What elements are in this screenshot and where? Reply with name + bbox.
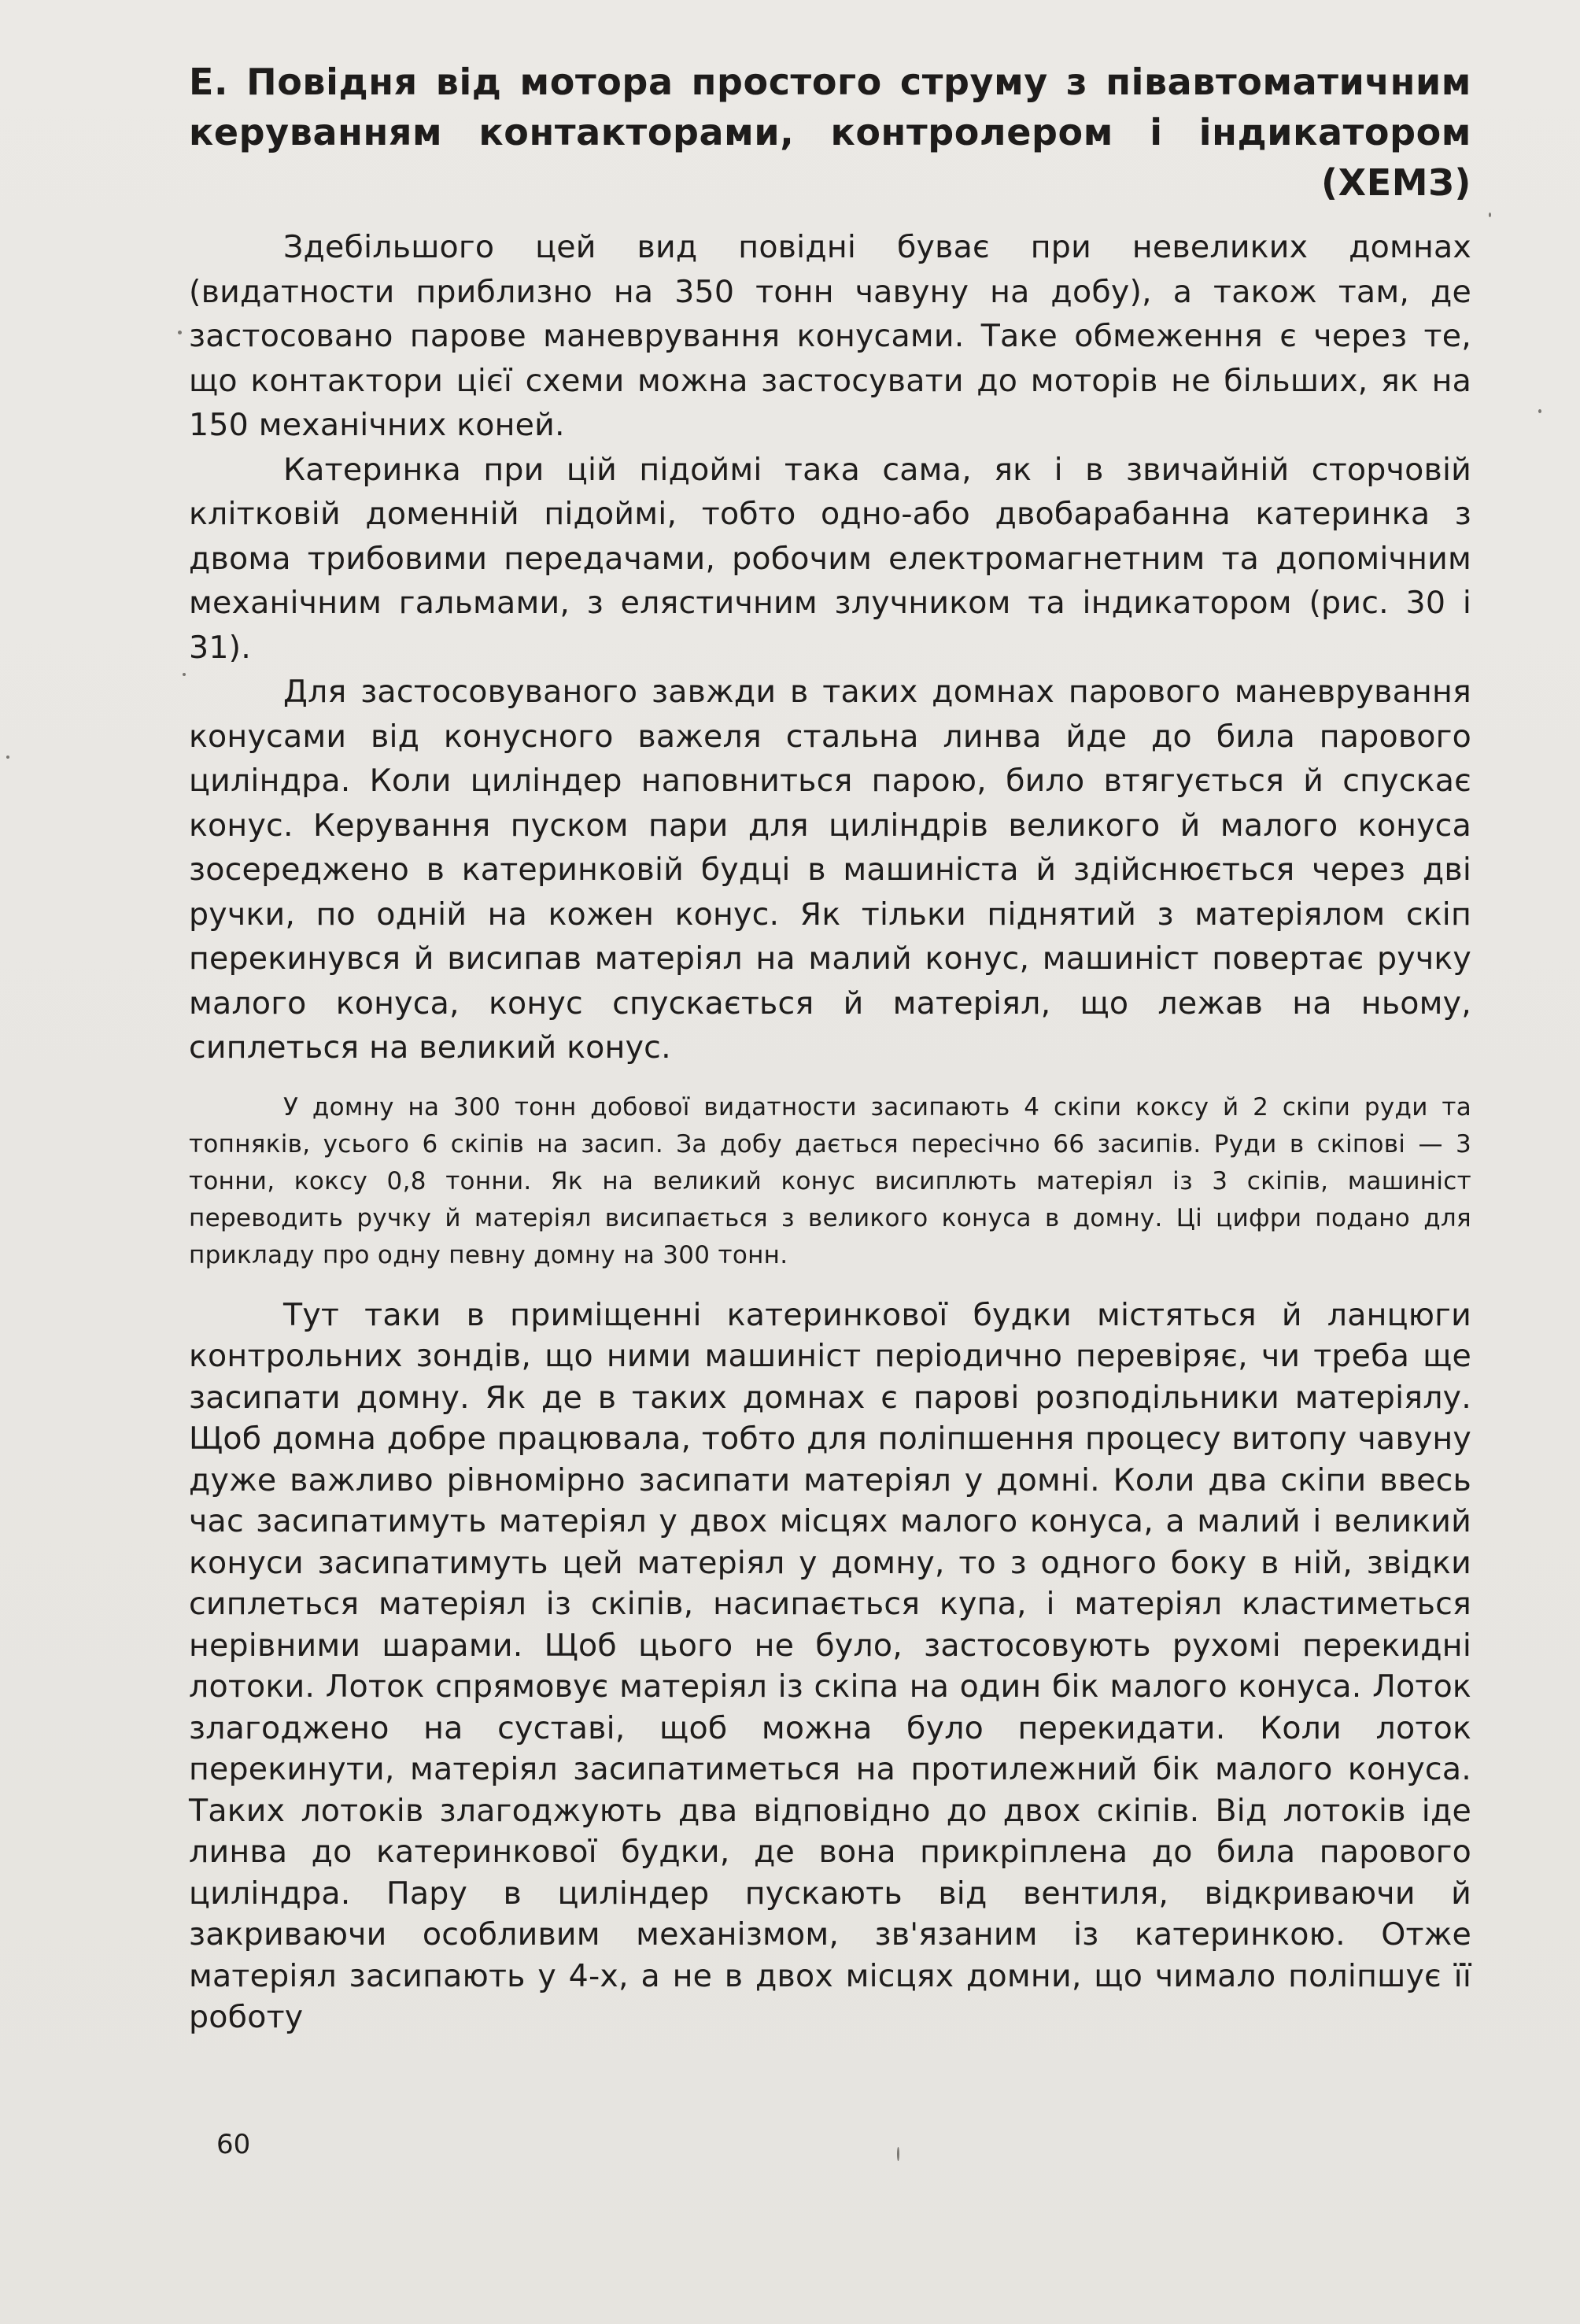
paragraph-2: Катеринка при цій підоймі така сама, як і в звичайній сторчовій клітковій доменній підоймі, тобто одно-або двобарабанна катеринка з двома трибовими передачами, робочим електромагнетним та допомічним механічним гальмами, з елястичним злучником та індикатором (рис. 30 і 31). xyxy=(189,451,1471,666)
print-speck xyxy=(897,2147,899,2161)
page-content xyxy=(189,57,1471,2038)
print-speck xyxy=(6,756,9,759)
print-speck xyxy=(178,331,182,334)
footnote-block: У домну на 300 тонн добової видатности засипають 4 скіпи коксу й 2 скіпи руди та топняків, усього 6 скіпів на засип. За добу дається пересічно 66 засипів. Руди в скіпові — 3 тонни, коксу 0,8 тонни. Як на великий конус висиплють матеріял із 3 скіпів, машиніст переводить ручку й матеріял висипається з великого конуса в домну. Ці цифри подано для прикладу про одну певну домну на 300 тонн. xyxy=(189,1092,1471,1269)
print-speck xyxy=(1489,212,1491,217)
section-title: Е. Повідня від мотора простого струму з півавтоматичним керуванням контакторами, контролером і індикатором (ХЕМЗ) xyxy=(189,61,1471,204)
paragraph-3: Для застосовуваного завжди в таких домнах парового маневрування конусами від конусного важеля стальна линва йде до била парового циліндра. Коли циліндер наповниться парою, било втягується й спускає конус. Керування пуском пари для циліндрів великого й малого конуса зосереджено в катеринковій будці в машиніста й здійснюється через дві ручки, по одній на кожен конус. Як тільки піднятий з матеріялом скіп перекинувся й висипав матеріял на малий конус, машиніст повертає ручку малого конуса, конус спускається й матеріял, що лежав на ньому, сиплеться на великий конус. xyxy=(189,674,1471,1066)
page-number: 60 xyxy=(216,2129,251,2160)
paragraph-4: Тут таки в приміщенні катеринкової будки містяться й ланцюги контрольних зондів, що ними машиніст періодично перевіряє, чи треба ще засипати домну. Як де в таких домнах є парові розподільники матеріялу. Щоб домна добре працювала, тобто для поліпшення процесу витопу чавуну дуже важливо рівномірно засипати матеріял у домні. Коли два скіпи ввесь час засипатимуть матеріял у двох місцях малого конуса, а малий і великий конуси засипатимуть цей матеріял у домну, то з одного боку в ній, звідки сиплеться матеріял із скіпів, насипається купа, і матеріял кластиметься нерівними шарами. Щоб цього не було, застосовують рухомі перекидні лотоки. Лоток спрямовує матеріял із скіпа на один бік малого конуса. Лоток злагоджено на суставі, щоб можна було перекидати. Коли лоток перекинути, матеріял засипатиметься на протилежний бік малого конуса. Таких лотоків злагоджують два відповідно до двох скіпів. Від лотоків іде линва до катеринкової будки, де вона прикріплена до била парового циліндра. Пару в циліндер пускають від вентиля, відкриваючи й закриваючи особливим механізмом, зв'язаним із катеринкою. Отже матеріял засипають у 4-х, а не в двох місцях домни, що чимало поліпшує її роботу xyxy=(189,1296,1471,2035)
print-speck xyxy=(1538,409,1541,413)
paragraph-1: Здебільшого цей вид повідні буває при невеликих домнах (видатности приблизно на 350 тонн чавуну на добу), а також там, де застосовано парове маневрування конусами. Таке обмеження є через те, що контактори цієї схеми можна застосувати до моторів не більших, як на 150 механічних коней. xyxy=(189,229,1471,443)
print-speck xyxy=(183,673,186,676)
